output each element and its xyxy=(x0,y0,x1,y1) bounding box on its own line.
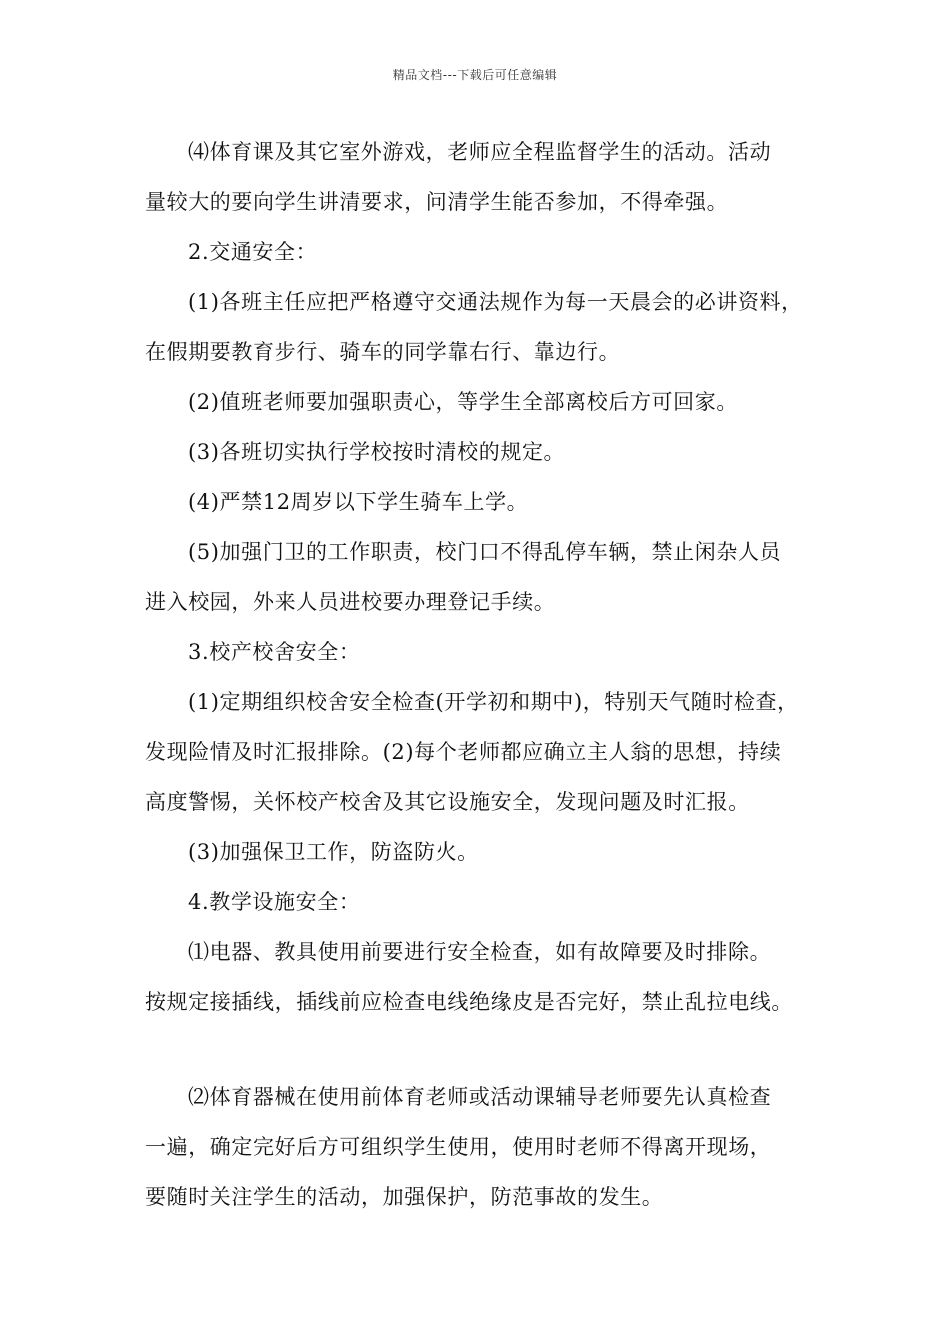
paragraph-line: 进入校园，外来人员进校要办理登记手续。 xyxy=(145,590,556,614)
page-header: 精品文档---下载后可任意编辑 xyxy=(392,68,558,82)
paragraph-line: (2)值班老师要加强职责心，等学生全部离校后方可回家。 xyxy=(188,390,738,414)
paragraph-line: ⑷体育课及其它室外游戏，老师应全程监督学生的活动。活动 xyxy=(188,140,772,164)
paragraph-line: (1)各班主任应把严格遵守交通法规作为每一天晨会的必讲资料， xyxy=(188,290,803,314)
section-heading: 2.交通安全： xyxy=(188,240,318,264)
paragraph-line: 高度警惕，关怀校产校舍及其它设施安全，发现问题及时汇报。 xyxy=(145,790,750,814)
section-heading: 4.教学设施安全： xyxy=(188,890,361,914)
section-heading: 3.校产校舍安全： xyxy=(188,640,361,664)
paragraph-line: 量较大的要向学生讲清要求，问清学生能否参加，不得牵强。 xyxy=(145,190,729,214)
paragraph-line: ⑴电器、教具使用前要进行安全检查，如有故障要及时排除。 xyxy=(188,940,772,964)
paragraph-line: 在假期要教育步行、骑车的同学靠右行、靠边行。 xyxy=(145,340,621,364)
paragraph-line: 一遍，确定完好后方可组织学生使用，使用时老师不得离开现场， xyxy=(145,1135,772,1159)
paragraph-line: 发现险情及时汇报排除。(2)每个老师都应确立主人翁的思想，持续 xyxy=(145,740,782,764)
paragraph-line: 要随时关注学生的活动，加强保护，防范事故的发生。 xyxy=(145,1185,664,1209)
paragraph-line: ⑵体育器械在使用前体育老师或活动课辅导老师要先认真检查 xyxy=(188,1085,772,1109)
paragraph-line: (3)各班切实执行学校按时清校的规定。 xyxy=(188,440,566,464)
paragraph-line: (5)加强门卫的工作职责，校门口不得乱停车辆，禁止闲杂人员 xyxy=(188,540,782,564)
paragraph-line: 按规定接插线，插线前应检查电线绝缘皮是否完好，禁止乱拉电线。 xyxy=(145,990,793,1014)
paragraph-line: (1)定期组织校舍安全检查(开学初和期中)，特别天气随时检查， xyxy=(188,690,799,714)
paragraph-line: (3)加强保卫工作，防盗防火。 xyxy=(188,840,479,864)
paragraph-line: (4)严禁12周岁以下学生骑车上学。 xyxy=(188,490,529,514)
